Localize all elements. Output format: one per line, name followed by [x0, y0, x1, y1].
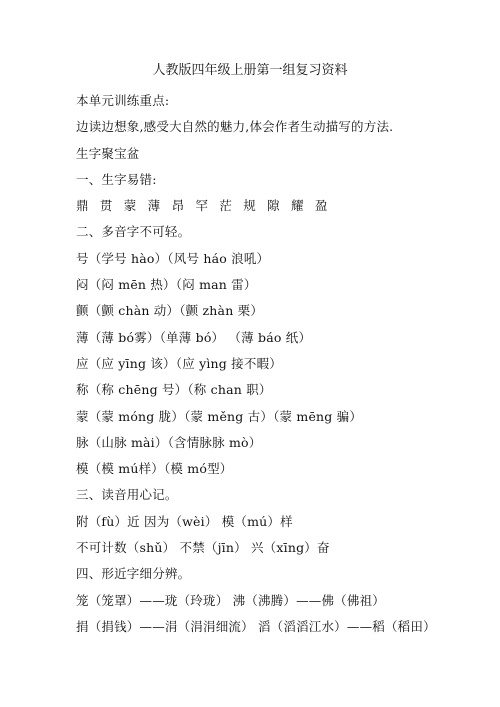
document-body [76, 92, 486, 644]
polyphone-ying: 应（应 yīng 该）（应 yìng 接不暇） [76, 355, 282, 371]
polyphone-meng: 蒙（蒙 móng 胧）（蒙 měng 古）（蒙 mēng 骗） [76, 408, 363, 424]
error-char: 蒙 [123, 198, 137, 214]
polyphone-bo: 薄（薄 bó雾）（单薄 bó） （薄 báo 纸） [76, 329, 312, 345]
page-title: 人教版四年级上册第一组复习资料 [152, 63, 348, 78]
polyphone-cheng: 称（称 chēng 号）（称 chan 职） [76, 382, 272, 398]
polyphone-chan: 颤（颤 chàn 动）（颤 zhàn 栗） [76, 303, 264, 319]
error-char: 盈 [314, 198, 328, 214]
polyphone-men: 闷（闷 mēn 热）（闷 man 雷） [76, 277, 257, 293]
polyphone-hao: 号（学号 hào）（风号 háo 浪吼） [76, 250, 270, 266]
subsection-similar-chars: 四、形近字细分辨。 [76, 566, 191, 582]
subsection-error-prone: 一、生字易错: [76, 171, 157, 187]
subsection-pronunciation: 三、读音用心记。 [76, 487, 178, 503]
section-heading-characters: 生字聚宝盆 [76, 145, 140, 161]
pronunciation-row-1: 附（fù）近 因为（wèi） 模（mú）样 [76, 513, 293, 529]
similar-chars-row-1: 笼（笼罩）——珑（玲珑） 沸（沸腾）——佛（佛祖） [76, 592, 385, 608]
error-prone-characters [76, 197, 486, 223]
error-char: 规 [243, 198, 256, 214]
polyphone-mai: 脉（山脉 mài）（含情脉脉 mò） [76, 434, 262, 450]
section-heading-focus: 本单元训练重点: [76, 93, 170, 108]
polyphone-mo: 模（模 mú样）（模 mó型） [76, 461, 233, 477]
subsection-polyphones: 二、多音字不可轻。 [76, 224, 191, 240]
similar-chars-row-2: 捐（捐钱）——涓（涓涓细流） 滔（滔滔江水）——稻（稻田） [76, 618, 436, 634]
pronunciation-row-2: 不可计数（shǔ） 不禁（jīn） 兴（xīng）奋 [76, 540, 330, 556]
error-char: 隙 [267, 198, 280, 214]
error-char: 昂 [171, 198, 185, 214]
error-char: 罕 [195, 198, 209, 214]
error-char: 茫 [219, 198, 233, 214]
focus-description: 边读边想象,感受大自然的魅力,体会作者生动描写的方法. [76, 119, 394, 135]
error-char: 贯 [99, 198, 113, 214]
error-char: 耀 [291, 198, 304, 214]
error-char: 薄 [147, 198, 161, 214]
error-char: 鼎 [76, 198, 89, 214]
